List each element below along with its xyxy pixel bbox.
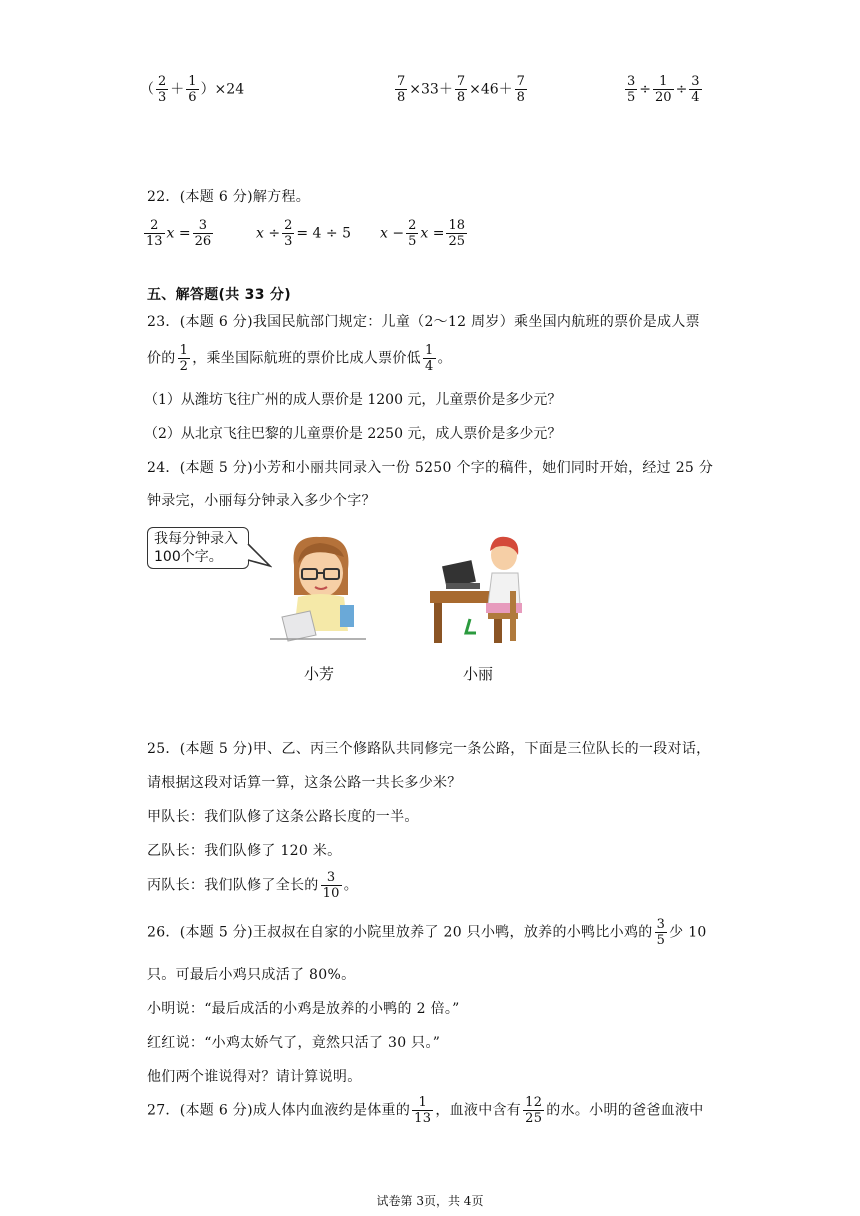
fraction: $\frac{3}{10}$ [322, 870, 340, 901]
expr-1: （ $\frac{2}{3}$ ＋ $\frac{1}{6}$ ）×24 [140, 74, 245, 105]
fraction: $\frac{12}{25}$ [525, 1095, 543, 1126]
fraction: $\frac{2}{3}$ [158, 74, 167, 105]
fraction: $\frac{3}{26}$ [194, 218, 212, 249]
fraction: $\frac{1}{6}$ [188, 74, 197, 105]
q24-line-1: 24．(本题 5 分)小芳和小丽共同录入一份 5250 个字的稿件，她们同时开始，经过 25 分 [147, 460, 714, 476]
q25-yi: 乙队长：我们队修了 120 米。 [147, 843, 342, 859]
q26-line-1: 26．(本题 5 分)王叔叔在自家的小院里放养了 20 只小鸭，放养的小鸭比小鸡的 $\frac{3}{5}$ 少 10 [147, 917, 707, 948]
q22-eq-1: $\frac{2}{13}$ x = $\frac{3}{26}$ [146, 218, 212, 249]
q23-sub-1: （1）从潍坊飞往广州的成人票价是 1200 元，儿童票价是多少元？ [144, 392, 562, 408]
page-footer: 试卷第 3页，共 4页 [376, 1194, 484, 1208]
bubble-tail [246, 540, 272, 570]
q24-line-2: 钟录完，小丽每分钟录入多少个字？ [147, 493, 376, 509]
expr-2: $\frac{7}{8}$ ×33＋ $\frac{7}{8}$ ×46＋ $\frac{7}{8}$ [397, 74, 525, 105]
q23-line-2: 价的 $\frac{1}{2}$ ，乘坐国际航班的票价比成人票价低 $\frac{1}{4}$ 。 [147, 343, 452, 374]
fraction: $\frac{7}{8}$ [516, 74, 525, 105]
fraction: $\frac{2}{5}$ [408, 218, 417, 249]
fraction: $\frac{2}{13}$ [146, 218, 163, 249]
q22-eq-2: x ÷ $\frac{2}{3}$ = 4 ÷ 5 [256, 218, 351, 249]
fraction: $\frac{1}{2}$ [179, 343, 189, 374]
q25-line-2: 请根据这段对话算一算，这条公路一共长多少米？ [147, 775, 462, 791]
section-heading: 五、解答题(共 33 分) [147, 287, 291, 303]
q26-ming: 小明说：“最后成活的小鸡是放养的小鸭的 2 倍。” [147, 1001, 460, 1017]
caption-xiaofang: 小芳 [304, 665, 335, 683]
q26-ask: 他们两个谁说得对？请计算说明。 [147, 1069, 362, 1085]
xiaoli-illustration [426, 533, 536, 645]
q27-line-1: 27．(本题 6 分)成人体内血液约是体重的 $\frac{1}{13}$ ，血液中含有 $\frac{12}{25}$ 的水。小明的爸爸血液中 [147, 1095, 704, 1126]
speech-bubble: 我每分钟录入 100个字。 [147, 527, 249, 569]
fraction: $\frac{1}{4}$ [425, 343, 434, 374]
q25-bing: 丙队长：我们队修了全长的 $\frac{3}{10}$ 。 [147, 870, 359, 901]
q25-line-1: 25．(本题 5 分)甲、乙、丙三个修路队共同修完一条公路，下面是三位队长的一段对话， [147, 741, 711, 757]
fraction: $\frac{7}{8}$ [397, 74, 406, 105]
q26-line-2: 只。可最后小鸡只成活了 80%。 [147, 967, 356, 983]
caption-xiaoli: 小丽 [463, 665, 494, 683]
fraction: $\frac{18}{25}$ [448, 218, 465, 249]
fraction: $\frac{7}{8}$ [456, 74, 466, 105]
xiaofang-illustration [270, 535, 370, 645]
expr-3: $\frac{3}{5}$ ÷ $\frac{1}{20}$ ÷ $\frac{3}{4}$ [627, 74, 700, 105]
fraction: $\frac{2}{3}$ [284, 218, 293, 249]
fraction: $\frac{3}{5}$ [627, 74, 636, 105]
q23-sub-2: （2）从北京飞往巴黎的儿童票价是 2250 元，成人票价是多少元？ [144, 426, 562, 442]
q22-eq-3: x − $\frac{2}{5}$ x = $\frac{18}{25}$ [380, 218, 465, 249]
fraction: $\frac{1}{20}$ [655, 74, 672, 105]
q23-line-1: 23．(本题 6 分)我国民航部门规定：儿童（2～12 周岁）乘坐国内航班的票价是成人票 [147, 314, 700, 330]
fraction: $\frac{3}{4}$ [691, 74, 700, 105]
fraction: $\frac{3}{5}$ [656, 917, 666, 948]
fraction: $\frac{1}{13}$ [414, 1095, 432, 1126]
q22-title: 22．(本题 6 分)解方程。 [147, 189, 311, 205]
q26-hong: 红红说：“小鸡太娇气了，竟然只活了 30 只。” [147, 1035, 441, 1051]
q25-jia: 甲队长：我们队修了这条公路长度的一半。 [147, 809, 419, 825]
